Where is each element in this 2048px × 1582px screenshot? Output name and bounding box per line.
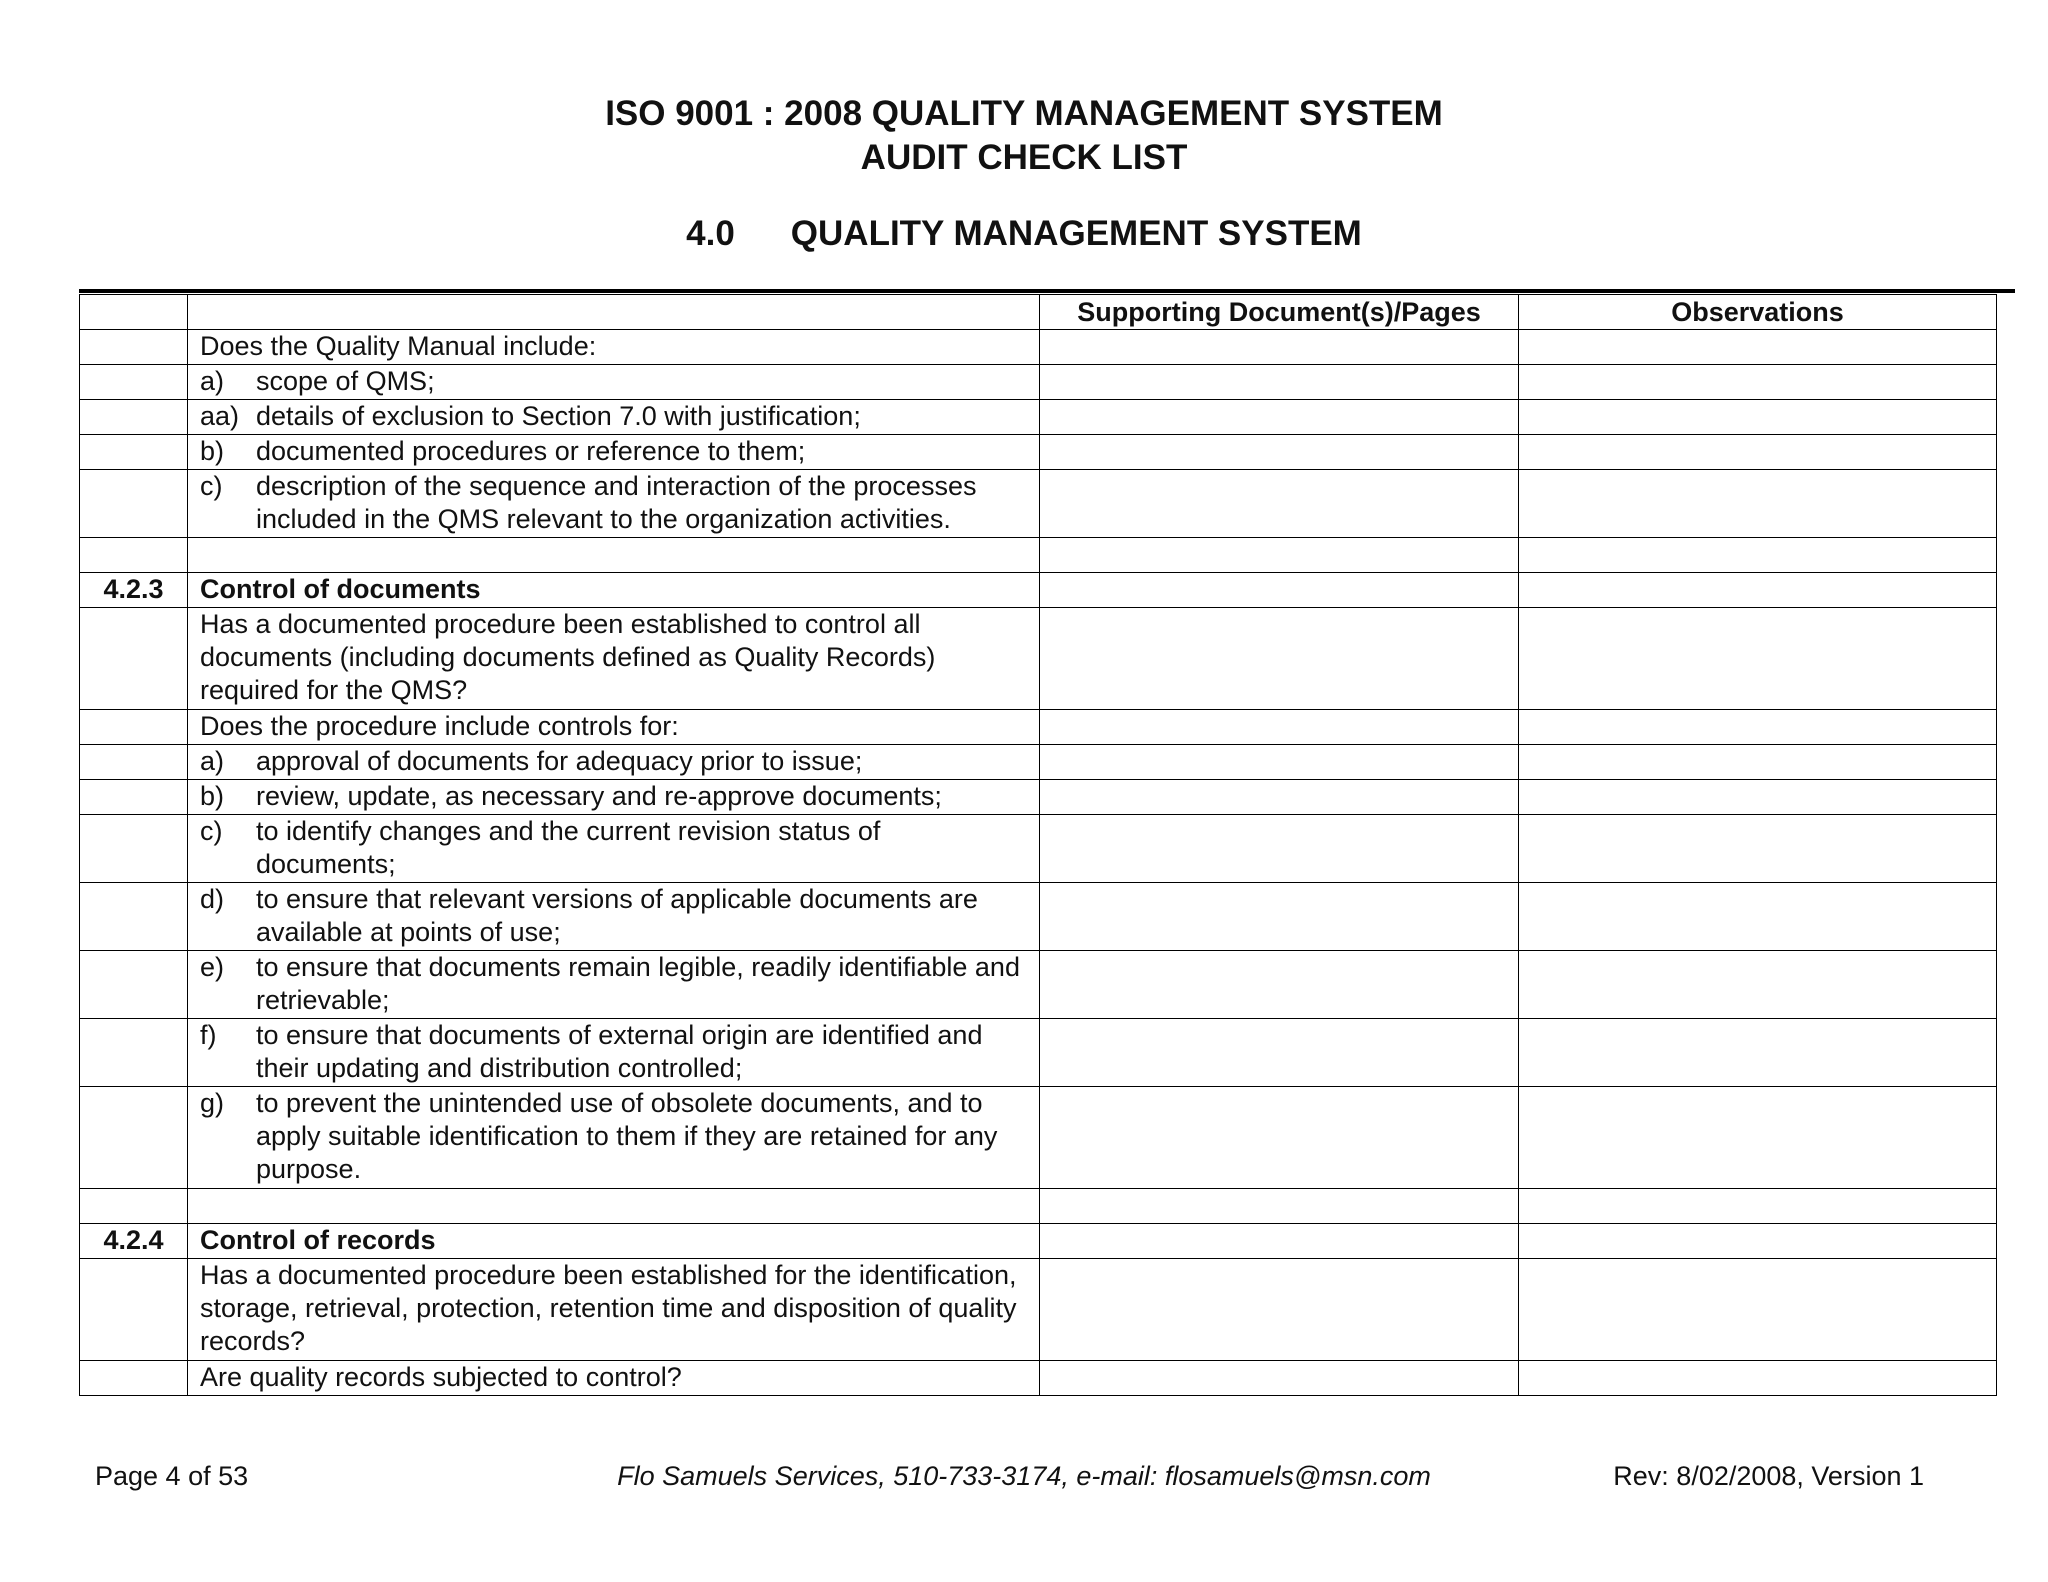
observations-cell[interactable]	[1519, 1087, 1997, 1189]
question-cell	[188, 1087, 1040, 1189]
table-row	[80, 1259, 1997, 1361]
table-row	[80, 883, 1997, 951]
item-text: to ensure that documents of external origin are identified and their updating and distribution controlled;	[256, 1020, 983, 1083]
table-row	[80, 780, 1997, 815]
supporting-documents-cell[interactable]	[1040, 608, 1519, 710]
revision-info: Rev: 8/02/2008, Version 1	[1613, 1461, 1924, 1491]
section-heading	[0, 212, 2048, 256]
clause-number-cell	[80, 538, 188, 573]
supporting-documents-cell[interactable]	[1040, 1259, 1519, 1361]
table-row-blank	[80, 1189, 1997, 1224]
supporting-documents-cell[interactable]	[1040, 951, 1519, 1019]
observations-cell[interactable]	[1519, 710, 1997, 745]
clause-title-cell: Control of documents	[188, 573, 1040, 608]
clause-number-cell	[80, 815, 188, 883]
item-label: aa)	[200, 401, 240, 431]
document-title	[0, 92, 2048, 180]
question-cell	[188, 1019, 1040, 1087]
question-cell	[188, 1189, 1040, 1224]
section-number: 4.0	[686, 214, 735, 253]
item-text: scope of QMS;	[256, 366, 435, 396]
table-row	[80, 710, 1997, 745]
observations-cell[interactable]	[1519, 815, 1997, 883]
table-row	[80, 435, 1997, 470]
item-label: b)	[200, 436, 225, 466]
observations-cell[interactable]	[1519, 400, 1997, 435]
clause-number-cell	[80, 1019, 188, 1087]
supporting-documents-cell[interactable]	[1040, 883, 1519, 951]
item-text: to identify changes and the current revision status of documents;	[256, 816, 881, 879]
table-row	[80, 815, 1997, 883]
clause-number-cell	[80, 330, 188, 365]
question-cell: Has a documented procedure been established to control all documents (including documents defined as Quality Records) required for the QMS?	[188, 608, 1040, 710]
item-label: d)	[200, 884, 225, 914]
item-text: to ensure that relevant versions of applicable documents are available at points of use;	[256, 884, 978, 947]
observations-cell[interactable]	[1519, 330, 1997, 365]
supporting-documents-cell[interactable]	[1040, 1019, 1519, 1087]
supporting-documents-cell[interactable]	[1040, 435, 1519, 470]
item-text: details of exclusion to Section 7.0 with justification;	[256, 401, 861, 431]
clause-number-cell	[80, 951, 188, 1019]
question-cell	[188, 400, 1040, 435]
observations-cell[interactable]	[1519, 745, 1997, 780]
question-cell	[188, 951, 1040, 1019]
table-row	[80, 365, 1997, 400]
question-cell	[188, 815, 1040, 883]
table-row	[80, 1361, 1997, 1396]
item-label: f)	[200, 1020, 217, 1050]
item-label: a)	[200, 366, 225, 396]
supporting-documents-cell[interactable]	[1040, 1361, 1519, 1396]
title-line-1: ISO 9001 : 2008 QUALITY MANAGEMENT SYSTEM	[605, 94, 1443, 133]
supporting-documents-cell[interactable]	[1040, 365, 1519, 400]
supporting-documents-cell[interactable]	[1040, 780, 1519, 815]
clause-number-cell	[80, 400, 188, 435]
table-row-blank	[80, 538, 1997, 573]
item-text: to ensure that documents remain legible, readily identifiable and retrievable;	[256, 952, 1020, 1015]
observations-cell[interactable]	[1519, 780, 1997, 815]
section-title: QUALITY MANAGEMENT SYSTEM	[790, 214, 1362, 253]
clause-number-cell	[80, 365, 188, 400]
clause-number-cell	[80, 883, 188, 951]
title-line-2: AUDIT CHECK LIST	[860, 138, 1188, 177]
table-row	[80, 400, 1997, 435]
supporting-documents-cell[interactable]	[1040, 710, 1519, 745]
supporting-documents-cell[interactable]	[1040, 815, 1519, 883]
item-label: a)	[200, 746, 225, 776]
clause-number-cell	[80, 1087, 188, 1189]
item-label: b)	[200, 781, 225, 811]
supporting-documents-cell[interactable]	[1040, 745, 1519, 780]
header-supporting-documents: Supporting Document(s)/Pages	[1040, 295, 1519, 330]
question-cell	[188, 745, 1040, 780]
question-cell	[188, 435, 1040, 470]
supporting-documents-cell[interactable]	[1040, 1224, 1519, 1259]
question-cell: Does the procedure include controls for:	[188, 710, 1040, 745]
clause-number-cell	[80, 745, 188, 780]
clause-number-cell	[80, 1361, 188, 1396]
table-row	[80, 1087, 1997, 1189]
observations-cell[interactable]	[1519, 1019, 1997, 1087]
item-text: to prevent the unintended use of obsolete documents, and to apply suitable identification to them if they are retained for any purpose.	[256, 1088, 998, 1184]
item-text: description of the sequence and interaction of the processes included in the QMS relevant to the organization activities.	[256, 471, 977, 534]
supporting-documents-cell[interactable]	[1040, 470, 1519, 538]
supporting-documents-cell[interactable]	[1040, 330, 1519, 365]
question-cell	[188, 538, 1040, 573]
supporting-documents-cell[interactable]	[1040, 1087, 1519, 1189]
observations-cell[interactable]	[1519, 1361, 1997, 1396]
header-number	[80, 295, 188, 330]
clause-number-cell	[80, 1189, 188, 1224]
question-cell	[188, 470, 1040, 538]
question-cell: Are quality records subjected to control?	[188, 1361, 1040, 1396]
clause-number-cell	[80, 470, 188, 538]
clause-title-cell: Control of records	[188, 1224, 1040, 1259]
observations-cell[interactable]	[1519, 538, 1997, 573]
clause-number-cell	[80, 710, 188, 745]
item-text: review, update, as necessary and re-approve documents;	[256, 781, 942, 811]
observations-cell[interactable]	[1519, 1259, 1997, 1361]
clause-number-cell	[80, 1259, 188, 1361]
audit-checklist-table	[79, 294, 1997, 1396]
item-label: e)	[200, 952, 225, 982]
table-row	[80, 330, 1997, 365]
clause-number-cell	[80, 608, 188, 710]
supporting-documents-cell[interactable]	[1040, 538, 1519, 573]
top-rule	[79, 289, 2015, 293]
question-cell: Does the Quality Manual include:	[188, 330, 1040, 365]
question-cell	[188, 883, 1040, 951]
table-row	[80, 951, 1997, 1019]
question-cell	[188, 365, 1040, 400]
observations-cell[interactable]	[1519, 573, 1997, 608]
observations-cell[interactable]	[1519, 608, 1997, 710]
footer-contact: Flo Samuels Services, 510-733-3174, e-mail: flosamuels@msn.com	[617, 1461, 1431, 1491]
supporting-documents-cell[interactable]	[1040, 573, 1519, 608]
observations-cell[interactable]	[1519, 365, 1997, 400]
table-row	[80, 745, 1997, 780]
table-header-row	[80, 295, 1997, 330]
table-row-clause-heading	[80, 573, 1997, 608]
question-cell: Has a documented procedure been established for the identification, storage, retrieval, protection, retention time and disposition of quality records?	[188, 1259, 1040, 1361]
page-number: Page 4 of 53	[95, 1461, 249, 1491]
clause-number-cell	[80, 435, 188, 470]
supporting-documents-cell[interactable]	[1040, 1189, 1519, 1224]
item-text: documented procedures or reference to them;	[256, 436, 806, 466]
item-label: c)	[200, 471, 223, 501]
item-label: g)	[200, 1088, 225, 1118]
supporting-documents-cell[interactable]	[1040, 400, 1519, 435]
header-question	[188, 295, 1040, 330]
table-row	[80, 1019, 1997, 1087]
clause-number-cell: 4.2.3	[80, 573, 188, 608]
observations-cell[interactable]	[1519, 951, 1997, 1019]
observations-cell[interactable]	[1519, 1224, 1997, 1259]
table-row	[80, 470, 1997, 538]
observations-cell[interactable]	[1519, 1189, 1997, 1224]
observations-cell[interactable]	[1519, 435, 1997, 470]
table-row-clause-heading	[80, 1224, 1997, 1259]
clause-number-cell	[80, 780, 188, 815]
item-text: approval of documents for adequacy prior to issue;	[256, 746, 863, 776]
item-label: c)	[200, 816, 223, 846]
table-row	[80, 608, 1997, 710]
observations-cell[interactable]	[1519, 883, 1997, 951]
observations-cell[interactable]	[1519, 470, 1997, 538]
question-cell	[188, 780, 1040, 815]
header-observations: Observations	[1519, 295, 1997, 330]
clause-number-cell: 4.2.4	[80, 1224, 188, 1259]
